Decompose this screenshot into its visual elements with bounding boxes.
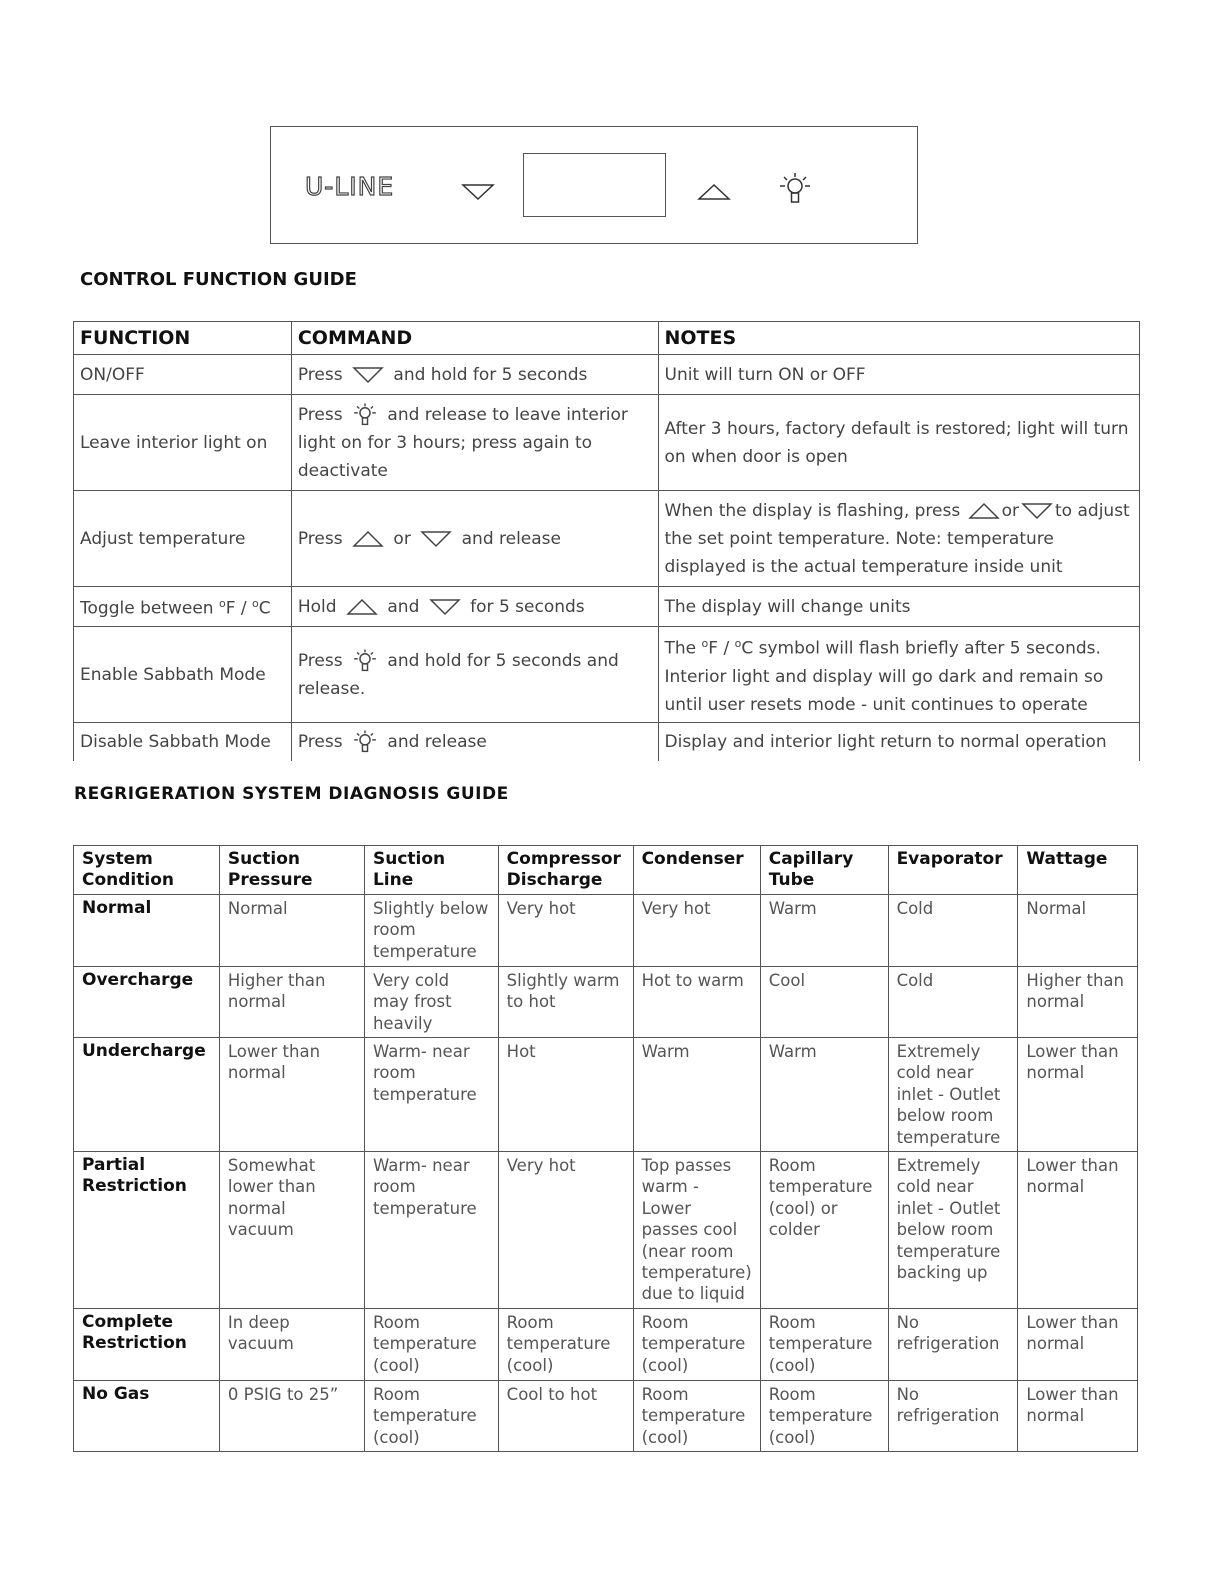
degree-symbol: o bbox=[734, 637, 742, 651]
control-function-table bbox=[73, 321, 1140, 761]
condition-cell: Partial Restriction bbox=[74, 1152, 220, 1309]
header-cell: Wattage bbox=[1018, 846, 1138, 895]
diagnosis-guide-title: REGRIGERATION SYSTEM DIAGNOSIS GUIDE bbox=[74, 784, 509, 804]
table-cell: Warm bbox=[633, 1038, 760, 1152]
notes-text: or bbox=[1001, 500, 1020, 521]
notes-cell bbox=[658, 627, 1140, 723]
command-cell bbox=[291, 627, 658, 723]
notes-text: The bbox=[664, 638, 702, 659]
table-cell: Lower than normal bbox=[1018, 1309, 1138, 1381]
table-cell: No refrigeration bbox=[888, 1309, 1018, 1381]
table-cell: Hot to warm bbox=[633, 967, 760, 1038]
table-cell: Lower than normal bbox=[1018, 1038, 1138, 1152]
command-text: and hold for 5 seconds bbox=[393, 364, 588, 385]
command-text: and release to leave interior light on for 3 hours; press again to deactivate bbox=[297, 404, 628, 481]
header-cell: System Condition bbox=[74, 846, 220, 895]
degree-symbol: o bbox=[701, 637, 709, 651]
header-cell: Compressor Discharge bbox=[498, 846, 633, 895]
notes-cell bbox=[658, 491, 1140, 587]
table-header-row bbox=[74, 846, 1138, 895]
table-cell: Cold bbox=[888, 967, 1018, 1038]
table-cell: Room temperature (cool) bbox=[633, 1309, 760, 1381]
table-cell: Very hot bbox=[498, 1152, 633, 1309]
table-cell: Slightly warm to hot bbox=[498, 967, 633, 1038]
down-arrow-icon bbox=[1021, 502, 1053, 520]
table-cell: Lower than normal bbox=[1018, 1381, 1138, 1452]
degree-symbol: o bbox=[218, 597, 226, 611]
command-text: and bbox=[387, 596, 420, 617]
table-cell: Normal bbox=[219, 895, 364, 967]
table-row bbox=[74, 395, 1140, 491]
table-cell: Room temperature (cool) or colder bbox=[760, 1152, 888, 1309]
table-row bbox=[74, 895, 1138, 967]
command-text: Press bbox=[297, 650, 343, 671]
command-cell bbox=[291, 491, 658, 587]
function-cell: Disable Sabbath Mode bbox=[74, 723, 292, 761]
command-text: for 5 seconds bbox=[470, 596, 585, 617]
down-arrow-icon bbox=[420, 530, 452, 548]
condition-cell: Overcharge bbox=[74, 967, 220, 1038]
table-cell: Warm- near room temperature bbox=[364, 1152, 498, 1309]
function-cell: Enable Sabbath Mode bbox=[74, 627, 292, 723]
notes-text: C symbol will flash briefly after 5 seconds. Interior light and display will go dark and remain so until user resets mode - unit continues to operate bbox=[664, 638, 1104, 715]
table-cell: No refrigeration bbox=[888, 1381, 1018, 1452]
notes-text: When the display is flashing, press bbox=[664, 500, 961, 521]
table-cell: Room temperature (cool) bbox=[760, 1381, 888, 1452]
down-arrow-icon bbox=[429, 598, 461, 616]
notes-cell: After 3 hours, factory default is restored; light will turn on when door is open bbox=[658, 395, 1140, 491]
condition-cell: Undercharge bbox=[74, 1038, 220, 1152]
notes-cell: The display will change units bbox=[658, 587, 1140, 627]
up-arrow-icon bbox=[968, 502, 1000, 520]
temperature-display bbox=[523, 153, 666, 217]
table-cell: Slightly below room temperature bbox=[364, 895, 498, 967]
notes-text: F / bbox=[708, 638, 735, 659]
table-row bbox=[74, 1381, 1138, 1452]
table-cell: Extremely cold near inlet - Outlet below room temperature backing up bbox=[888, 1152, 1018, 1309]
function-cell: Adjust temperature bbox=[74, 491, 292, 587]
table-cell: Very hot bbox=[633, 895, 760, 967]
command-text: or bbox=[393, 528, 411, 549]
command-text: Press bbox=[297, 364, 343, 385]
table-cell: In deep vacuum bbox=[219, 1309, 364, 1381]
header-cell: Suction Line bbox=[364, 846, 498, 895]
table-cell: Warm- near room temperature bbox=[364, 1038, 498, 1152]
light-icon bbox=[352, 648, 378, 674]
light-icon[interactable] bbox=[777, 171, 813, 207]
table-cell: Warm bbox=[760, 1038, 888, 1152]
table-cell: Room temperature (cool) bbox=[364, 1381, 498, 1452]
control-guide-title: CONTROL FUNCTION GUIDE bbox=[80, 269, 357, 290]
diagnosis-table-body bbox=[74, 895, 1138, 1452]
command-text: Press bbox=[297, 731, 343, 752]
command-cell bbox=[291, 395, 658, 491]
header-command: COMMAND bbox=[291, 322, 658, 355]
table-cell: Room temperature (cool) bbox=[364, 1309, 498, 1381]
function-text: C bbox=[258, 598, 271, 619]
command-cell bbox=[291, 355, 658, 395]
command-text: and release bbox=[387, 731, 487, 752]
header-cell: Suction Pressure bbox=[219, 846, 364, 895]
diagnosis-table bbox=[73, 845, 1138, 1452]
up-arrow-icon[interactable] bbox=[697, 183, 731, 201]
table-cell: Cool to hot bbox=[498, 1381, 633, 1452]
command-cell bbox=[291, 723, 658, 761]
light-icon bbox=[352, 402, 378, 428]
table-cell: Room temperature (cool) bbox=[498, 1309, 633, 1381]
table-cell: 0 PSIG to 25” bbox=[219, 1381, 364, 1452]
table-cell: Lower than normal bbox=[1018, 1152, 1138, 1309]
down-arrow-icon[interactable] bbox=[461, 183, 495, 201]
table-cell: Warm bbox=[760, 895, 888, 967]
header-function: FUNCTION bbox=[74, 322, 292, 355]
table-cell: Lower than normal bbox=[219, 1038, 364, 1152]
function-cell: Leave interior light on bbox=[74, 395, 292, 491]
degree-symbol: o bbox=[252, 597, 259, 611]
command-text: Press bbox=[297, 404, 343, 425]
up-arrow-icon bbox=[352, 530, 384, 548]
table-cell: Cool bbox=[760, 967, 888, 1038]
table-cell: Somewhat lower than normal vacuum bbox=[219, 1152, 364, 1309]
up-arrow-icon bbox=[346, 598, 378, 616]
table-cell: Room temperature (cool) bbox=[760, 1309, 888, 1381]
function-cell: ON/OFF bbox=[74, 355, 292, 395]
table-cell: Hot bbox=[498, 1038, 633, 1152]
control-panel bbox=[270, 126, 918, 244]
header-cell: Capillary Tube bbox=[760, 846, 888, 895]
table-row bbox=[74, 1038, 1138, 1152]
command-cell bbox=[291, 587, 658, 627]
table-cell: Very hot bbox=[498, 895, 633, 967]
table-row bbox=[74, 1152, 1138, 1309]
command-text: and release bbox=[461, 528, 562, 549]
function-text: Toggle between bbox=[80, 598, 219, 619]
header-cell: Condenser bbox=[633, 846, 760, 895]
notes-text: to adjust the set point temperature. Note: temperature displayed is the actual temperature inside unit bbox=[664, 500, 1130, 577]
table-cell: Higher than normal bbox=[1018, 967, 1138, 1038]
table-row bbox=[74, 967, 1138, 1038]
table-row bbox=[74, 587, 1140, 627]
table-row bbox=[74, 1309, 1138, 1381]
table-header-row bbox=[74, 322, 1140, 355]
table-cell: Very cold may frost heavily bbox=[364, 967, 498, 1038]
down-arrow-icon bbox=[352, 366, 384, 384]
notes-cell: Unit will turn ON or OFF bbox=[658, 355, 1140, 395]
function-text: F / bbox=[225, 598, 253, 619]
table-row bbox=[74, 355, 1140, 395]
table-row bbox=[74, 627, 1140, 723]
u-line-logo: U-LINE bbox=[305, 172, 395, 201]
table-row bbox=[74, 723, 1140, 761]
table-cell: Cold bbox=[888, 895, 1018, 967]
function-cell bbox=[74, 587, 292, 627]
condition-cell: No Gas bbox=[74, 1381, 220, 1452]
condition-cell: Complete Restriction bbox=[74, 1309, 220, 1381]
table-cell: Normal bbox=[1018, 895, 1138, 967]
table-cell: Top passes warm - Lower passes cool (near room temperature) due to liquid bbox=[633, 1152, 760, 1309]
condition-cell: Normal bbox=[74, 895, 220, 967]
command-text: and hold for 5 seconds and release. bbox=[297, 650, 619, 699]
table-cell: Higher than normal bbox=[219, 967, 364, 1038]
command-text: Press bbox=[297, 528, 343, 549]
command-text: Hold bbox=[297, 596, 337, 617]
header-notes: NOTES bbox=[658, 322, 1140, 355]
header-cell: Evaporator bbox=[888, 846, 1018, 895]
notes-cell: Display and interior light return to normal operation bbox=[658, 723, 1140, 761]
table-cell: Extremely cold near inlet - Outlet below room temperature bbox=[888, 1038, 1018, 1152]
light-icon bbox=[352, 729, 378, 755]
table-row bbox=[74, 491, 1140, 587]
table-cell: Room temperature (cool) bbox=[633, 1381, 760, 1452]
